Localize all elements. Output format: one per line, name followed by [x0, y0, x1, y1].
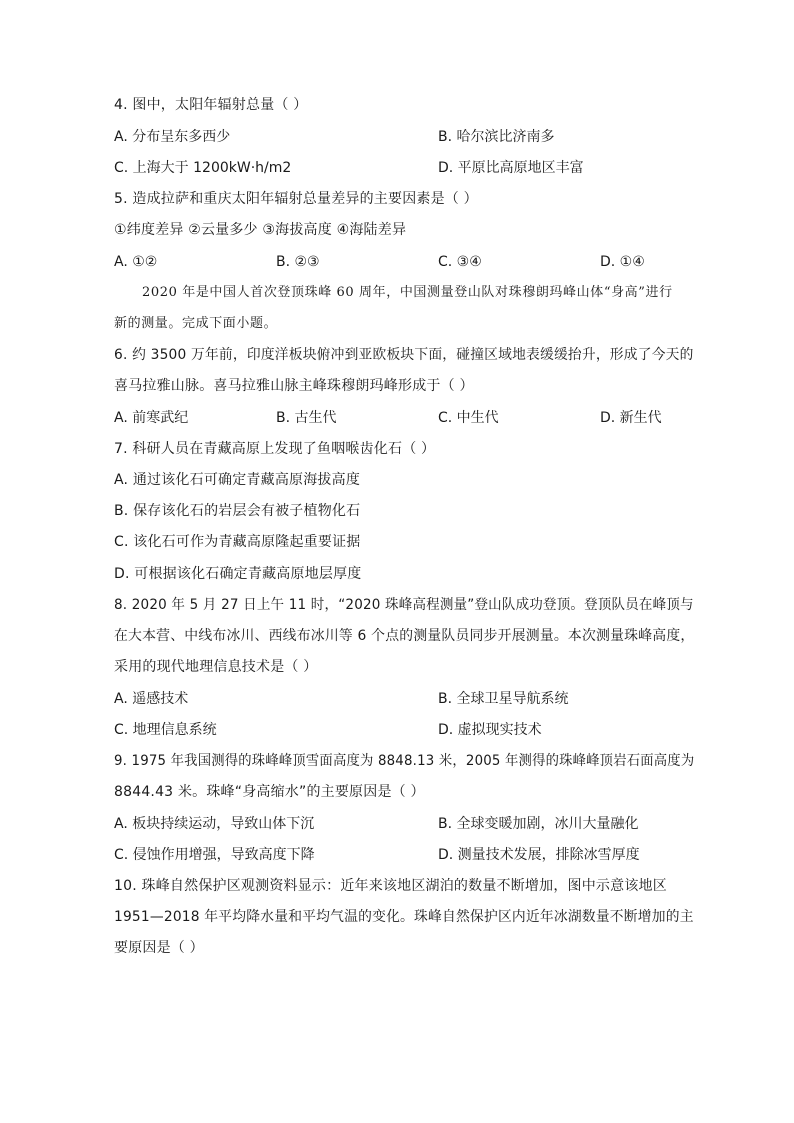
- q10-line-2: 1951—2018 年平均降水量和平均气温的变化。珠峰自然保护区内近年冰湖数量不断增加的主: [114, 909, 694, 925]
- q8-line-3: 采用的现代地理信息技术是（ ）: [114, 659, 318, 675]
- q9-option-a: A. 板块持续运动，导致山体下沉: [114, 816, 315, 832]
- q5-factors: ①纬度差异 ②云量多少 ③海拔高度 ④海陆差异: [114, 222, 407, 238]
- passage-line-2: 新的测量。完成下面小题。: [114, 316, 278, 331]
- q4-option-d: D. 平原比高原地区丰富: [438, 160, 584, 176]
- q10-line-1: 10. 珠峰自然保护区观测资料显示：近年来该地区湖泊的数量不断增加，图中示意该地区: [114, 878, 667, 894]
- q8-option-b: B. 全球卫星导航系统: [438, 691, 569, 707]
- q6-option-d: D. 新生代: [600, 410, 662, 426]
- q4-option-c: C. 上海大于 1200kW·h/m2: [114, 160, 292, 176]
- q9-line-1: 9. 1975 年我国测得的珠峰峰顶雪面高度为 8848.13 米，2005 年测得的珠峰峰顶岩石面高度为: [114, 753, 695, 769]
- q6-line-2: 喜马拉雅山脉。喜马拉雅山脉主峰珠穆朗玛峰形成于（ ）: [114, 378, 474, 394]
- q7-option-d: D. 可根据该化石确定青藏高原地层厚度: [114, 566, 362, 582]
- q4-stem: 4. 图中，太阳年辐射总量（ ）: [114, 97, 308, 113]
- q4-option-a: A. 分布呈东多西少: [114, 129, 231, 145]
- q8-option-c: C. 地理信息系统: [114, 722, 217, 738]
- q8-option-d: D. 虚拟现实技术: [438, 722, 542, 738]
- q7-stem: 7. 科研人员在青藏高原上发现了鱼咽喉齿化石（ ）: [114, 441, 436, 457]
- q7-option-a: A. 通过该化石可确定青藏高原海拔高度: [114, 472, 361, 488]
- q7-option-b: B. 保存该化石的岩层会有被子植物化石: [114, 503, 361, 519]
- q8-line-2: 在大本营、中线布冰川、西线布冰川等 6 个点的测量队员同步开展测量。本次测量珠峰高度，: [114, 628, 695, 644]
- q9-option-c: C. 侵蚀作用增强，导致高度下降: [114, 847, 315, 863]
- q6-option-b: B. 古生代: [276, 410, 337, 426]
- q8-line-1: 8. 2020 年 5 月 27 日上午 11 时，“2020 珠峰高程测量”登山队成功登顶。登顶队员在峰顶与: [114, 597, 694, 613]
- q5-option-c: C. ③④: [438, 254, 482, 270]
- passage-line-1: 2020 年是中国人首次登顶珠峰 60 周年，中国测量登山队对珠穆朗玛峰山体“身高”进行: [142, 285, 673, 300]
- q5-option-d: D. ①④: [600, 254, 645, 270]
- q9-option-d: D. 测量技术发展，排除冰雪厚度: [438, 847, 640, 863]
- q6-option-c: C. 中生代: [438, 410, 499, 426]
- q5-option-b: B. ②③: [276, 254, 320, 270]
- q6-line-1: 6. 约 3500 万年前，印度洋板块俯冲到亚欧板块下面，碰撞区域地表缓缓抬升，形成了今天的: [114, 347, 694, 363]
- q7-option-c: C. 该化石可作为青藏高原隆起重要证据: [114, 534, 361, 550]
- q9-line-2: 8844.43 米。珠峰“身高缩水”的主要原因是（ ）: [114, 784, 425, 800]
- q5-option-a: A. ①②: [114, 254, 158, 270]
- q5-stem: 5. 造成拉萨和重庆太阳年辐射总量差异的主要因素是（ ）: [114, 191, 478, 207]
- q6-option-a: A. 前寒武纪: [114, 410, 189, 426]
- q9-option-b: B. 全球变暖加剧，冰川大量融化: [438, 816, 639, 832]
- q4-option-b: B. 哈尔滨比济南多: [438, 129, 555, 145]
- q10-line-3: 要原因是（ ）: [114, 940, 204, 956]
- q8-option-a: A. 遥感技术: [114, 691, 189, 707]
